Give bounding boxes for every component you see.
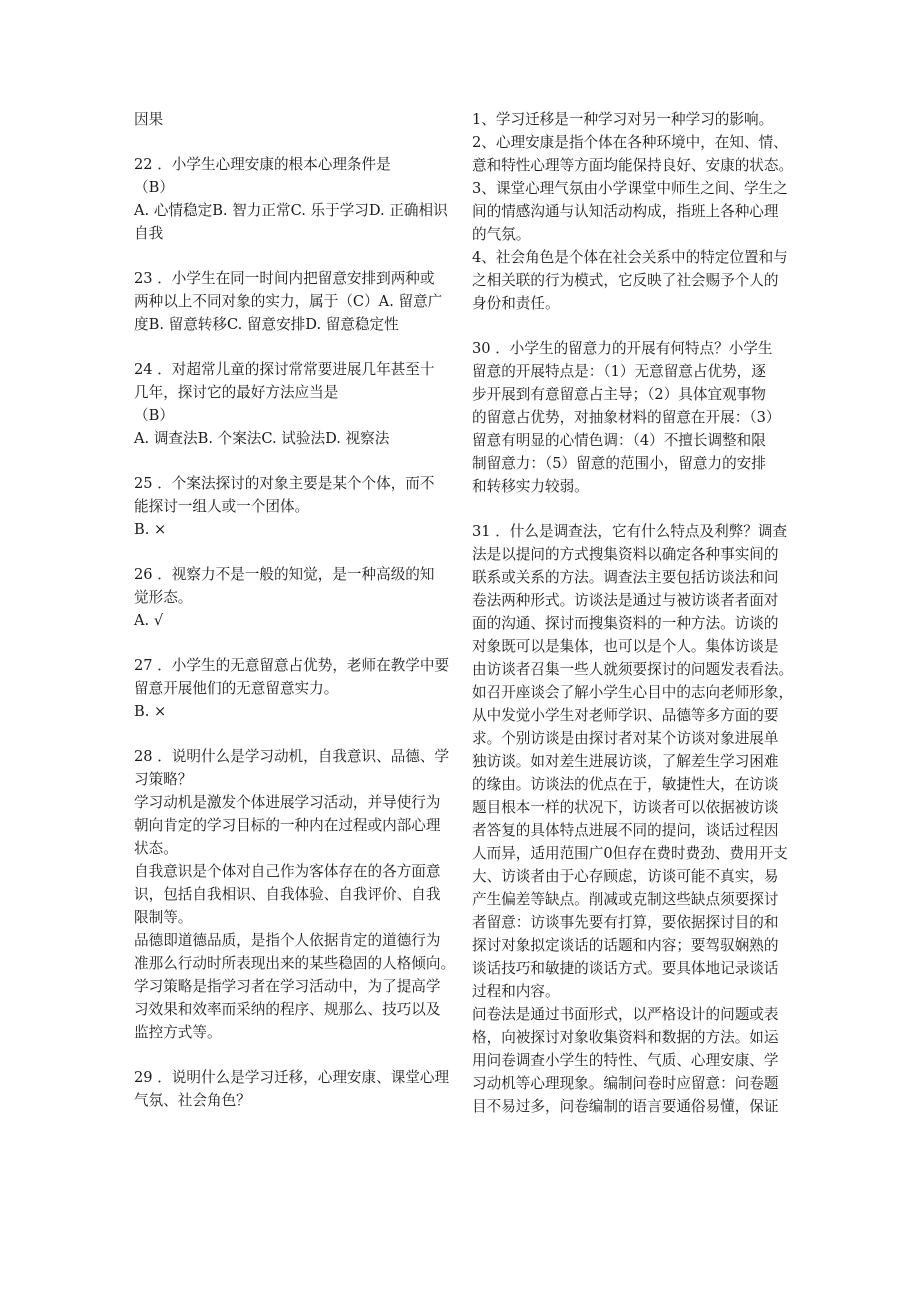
text-line: 留意开展他们的无意留意实力。 xyxy=(134,680,339,697)
text-line: 识，包括自我相识、自我体验、自我评价、自我 xyxy=(134,886,441,903)
text-line: 29 ．说明什么是学习迁移，心理安康、课堂心理 xyxy=(134,1069,450,1086)
text-line: 习策略？ xyxy=(134,771,193,788)
text-line: 自我意识是个体对自己作为客体存在的各方面意 xyxy=(134,863,441,880)
answer-29 xyxy=(472,108,792,315)
question-30 xyxy=(472,337,792,498)
text-line: 1、学习迁移是一种学习对另一种学习的影响。 xyxy=(472,111,774,128)
text-line: 由访谈者召集一些人就须要探讨的问题发表看法。 xyxy=(472,661,794,678)
text-line: 间的情感沟通与认知活动构成，指班上各种心理 xyxy=(472,203,779,220)
text-line: 习效果和效率而采纳的程序、规那么、技巧以及 xyxy=(134,1001,441,1018)
text-line: 谈话技巧和敏捷的谈话方式。要具体地记录谈话 xyxy=(472,960,779,977)
text-line: A. 调查法B. 个案法C. 试验法D. 视察法 xyxy=(134,430,390,447)
question-25 xyxy=(134,472,446,541)
text-line: A. 心情稳定B. 智力正常C. 乐于学习D. 正确相识 xyxy=(134,202,448,219)
text-line: 人而异，适用范围广0但存在费时费劲、费用开支 xyxy=(472,845,788,862)
text-line: 26 ．视察力不是一般的知觉，是一种高级的知 xyxy=(134,566,435,583)
question-27 xyxy=(134,654,450,723)
question-26 xyxy=(134,563,446,632)
text-line: 学习策略是指学习者在学习活动中，为了提高学 xyxy=(134,978,441,995)
question-24 xyxy=(134,358,446,450)
text-line: 朝向肯定的学习目标的一种内在过程或内部心理 xyxy=(134,817,441,834)
text-line: 准那么行动时所表现出来的某些稳固的人格倾向。 xyxy=(134,955,456,972)
text-line: 习动机等心理现象。编制问卷时应留意：问卷题 xyxy=(472,1075,779,1092)
text-line: 对象既可以是集体，也可以是个人。集体访谈是 xyxy=(472,638,779,655)
intro-text xyxy=(134,108,446,131)
text-line: 目不易过多，问卷编制的语言要通俗易懂，保证 xyxy=(472,1098,779,1115)
text-line: 者留意：访谈事先要有打算，要依据探讨目的和 xyxy=(472,914,779,931)
text-line: 问卷法是通过书面形式，以严格设计的问题或表 xyxy=(472,1006,779,1023)
text-line: 两种以上不同对象的实力，属于（C）A. 留意广 xyxy=(134,293,443,310)
text-line: 气氛、社会角色？ xyxy=(134,1092,251,1109)
text-line: 31 ．什么是调查法，它有什么特点及利弊？调查 xyxy=(472,523,788,540)
text-line: 23 ．小学生在同一时间内把留意安排到两种或 xyxy=(134,270,435,287)
text-line: （B） xyxy=(134,407,174,424)
text-line: 品德即道德品质，是指个人依据肯定的道德行为 xyxy=(134,932,441,949)
text-line: 法是以提问的方式搜集资料以确定各种事实间的 xyxy=(472,546,779,563)
text-line: 如召开座谈会了解小学生心目中的志向老师形象， xyxy=(472,684,794,701)
text-line: 4、社会角色是个体在社会关系中的特定位置和与 xyxy=(472,249,788,266)
text-line: 28 ．说明什么是学习动机，自我意识、品德、学 xyxy=(134,748,450,765)
text-line: 和转移实力较弱。 xyxy=(472,478,589,495)
text-line: 独访谈。如对差生进展访谈，了解差生学习困难 xyxy=(472,753,779,770)
text-line: 的气氛。 xyxy=(472,226,531,243)
text-line: 留意有明显的心情色调：（4）不擅长调整和限 xyxy=(472,432,766,449)
text-line: 用问卷调查小学生的特性、气质、心理安康、学 xyxy=(472,1052,779,1069)
text-line: 探讨对象拟定谈话的话题和内容；要驾驭娴熟的 xyxy=(472,937,779,954)
text-line: 学习动机是激发个体进展学习活动，并导使行为 xyxy=(134,794,441,811)
text-line: B. × xyxy=(134,703,167,720)
text-line: 从中发觉小学生对老师学识、品德等多方面的要 xyxy=(472,707,779,724)
text-line: 留意的开展特点是：（1）无意留意占优势，逐 xyxy=(472,363,766,380)
text-line: B. × xyxy=(134,521,167,538)
text-line: 度B. 留意转移C. 留意安排D. 留意稳定性 xyxy=(134,316,399,333)
text-line: 联系或关系的方法。调查法主要包括访谈法和问 xyxy=(472,569,779,586)
text-line: 步开展到有意留意占主导；（2）具体宜观事物 xyxy=(472,386,766,403)
right-column xyxy=(472,108,792,1118)
text-line: 大、访谈者由于心存顾虑，访谈可能不真实，易 xyxy=(472,868,779,885)
text-line: 3、课堂心理气氛由小学课堂中师生之间、学生之 xyxy=(472,180,788,197)
text-line: 27 ．小学生的无意留意占优势，老师在教学中要 xyxy=(134,657,450,674)
text-line: 格，向被探讨对象收集资料和数据的方法。如运 xyxy=(472,1029,779,1046)
text-line: 自我 xyxy=(134,225,164,242)
text-line: 的缘由。访谈法的优点在于，敏捷性大，在访谈 xyxy=(472,776,779,793)
text-line: 2、心理安康是指个体在各种环境中，在知、情、 xyxy=(472,134,788,151)
text-line: 25 ．个案法探讨的对象主要是某个个体，而不 xyxy=(134,475,435,492)
text-line: 监控方式等。 xyxy=(134,1024,222,1041)
text-line: 能探讨一组人或一个团体。 xyxy=(134,498,310,515)
text-line: 觉形态。 xyxy=(134,589,193,606)
text-line: A. √ xyxy=(134,612,164,629)
text-line: 24 ．对超常儿童的探讨常常要进展几年甚至十 xyxy=(134,361,435,378)
question-22 xyxy=(134,153,446,245)
text-line: 身份和责任。 xyxy=(472,295,560,312)
text-line: 制留意力：（5）留意的范围小，留意力的安排 xyxy=(472,455,766,472)
intro-line: 因果 xyxy=(134,111,164,128)
text-line: 求。个别访谈是由探讨者对某个访谈对象进展单 xyxy=(472,730,779,747)
text-line: 者答复的具体特点进展不同的提问，谈话过程因 xyxy=(472,822,779,839)
text-line: 之相关联的行为模式，它反映了社会赐予个人的 xyxy=(472,272,779,289)
text-line: 限制等。 xyxy=(134,909,193,926)
text-line: 22 ．小学生心理安康的根本心理条件是 xyxy=(134,156,391,173)
question-28 xyxy=(134,745,456,1044)
question-23 xyxy=(134,267,446,336)
text-line: （B） xyxy=(134,179,174,196)
left-column xyxy=(134,108,456,1112)
text-line: 30 ．小学生的留意力的开展有何特点？小学生 xyxy=(472,340,773,357)
text-line: 卷法两种形式。访谈法是通过与被访谈者者面对 xyxy=(472,592,779,609)
text-line: 的留意占优势，对抽象材料的留意在开展：（3） xyxy=(472,409,781,426)
question-29 xyxy=(134,1066,450,1112)
text-line: 产生偏差等缺点。削减或克制这些缺点须要探讨 xyxy=(472,891,779,908)
text-line: 面的沟通、探讨而搜集资料的一种方法。访谈的 xyxy=(472,615,779,632)
text-line: 几年，探讨它的最好方法应当是 xyxy=(134,384,339,401)
text-line: 题目根本一样的状况下，访谈者可以依据被访谈 xyxy=(472,799,779,816)
text-line: 意和特性心理等方面均能保持良好、安康的状态。 xyxy=(472,157,794,174)
question-31 xyxy=(472,520,792,1118)
text-line: 过程和内容。 xyxy=(472,983,560,1000)
text-line: 状态。 xyxy=(134,840,178,857)
